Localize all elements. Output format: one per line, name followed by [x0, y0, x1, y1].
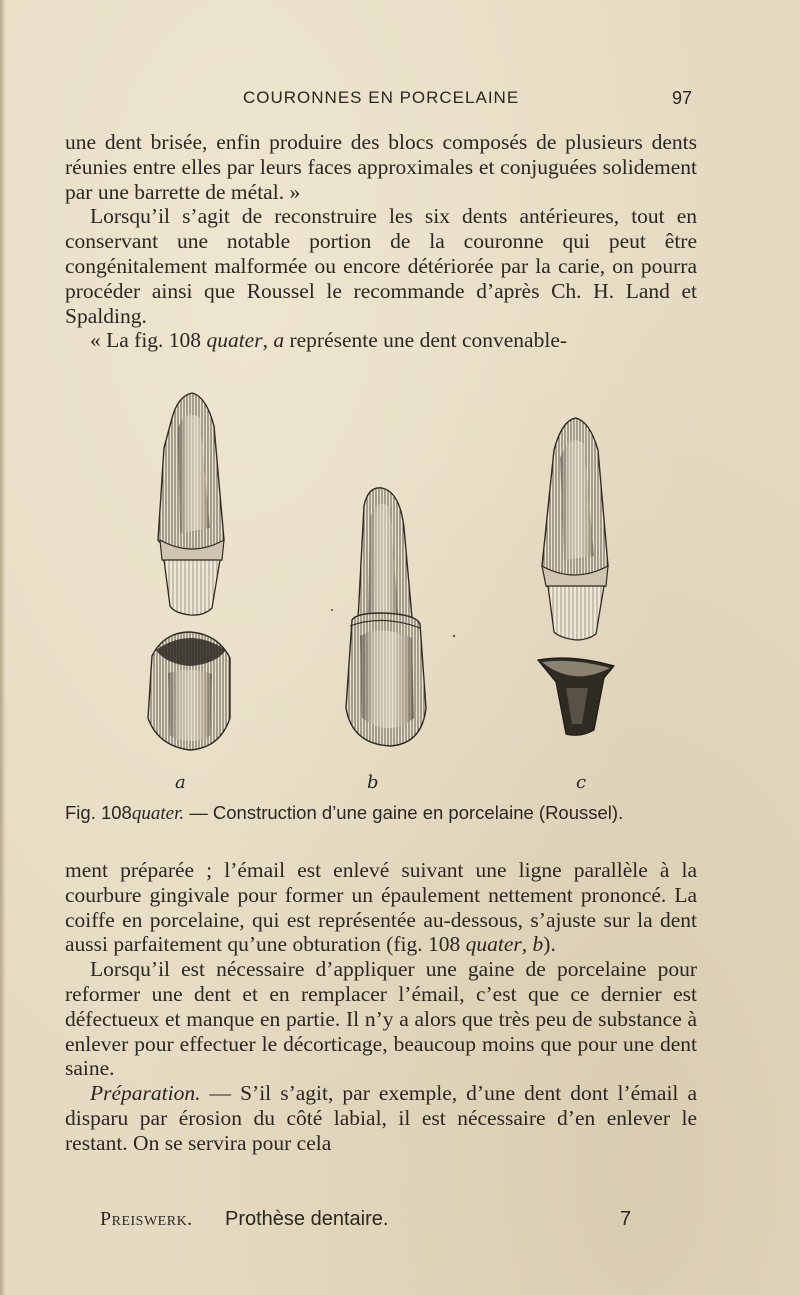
stray-dot-1: [453, 635, 455, 637]
figure-label-b: b: [367, 772, 379, 793]
page-edge-shadow: [0, 0, 6, 1295]
p4-quater: quater: [465, 932, 522, 957]
paragraph-6: [65, 1081, 697, 1155]
footer-book-title: Prothèse dentaire.: [225, 1208, 389, 1230]
paragraph-5: Lorsqu’il est nécessaire d’appliquer une gaine de porcelaine pour reformer une dent et en remplacer l’émail, c’est que ce dernier est défectueux et manque en partie. Il n’y a alors que très peu de substance à enlever pour effectuer le décorticage, beaucoup moins que pour une dent saine.: [65, 957, 697, 1081]
p4-comma: ,: [521, 932, 533, 957]
figure-label-a: a: [175, 772, 186, 793]
crown-a-jacket: [148, 632, 230, 750]
p3-rest: représente une dent convenable-: [284, 328, 568, 353]
caption-text: — Construction d’une gaine en porcelaine (Roussel).: [184, 802, 624, 823]
p3-a: a: [273, 328, 285, 353]
caption-quater: quater.: [131, 803, 185, 824]
paragraph-3: [65, 328, 697, 353]
footer-signature: 7: [620, 1208, 632, 1230]
running-head-title: COURONNES EN PORCELAINE: [243, 88, 520, 107]
text-block-top: [65, 130, 697, 353]
paragraph-2: Lorsqu’il s’agit de reconstruire les six dents antérieures, tout en conservant une notable portion de la couronne qui peut être congénitalement malformée ou encore détériorée par la carie, on pourra procéder ainsi que Roussel le recommande d’après Ch. H. Land et Spalding.: [65, 204, 697, 328]
figure-108-quater: [120, 388, 640, 758]
text-block-bottom: [65, 858, 697, 1156]
figure-caption: [65, 802, 705, 825]
stray-dot-2: [331, 609, 333, 611]
caption-prefix: Fig. 108: [65, 802, 132, 823]
paragraph-4: [65, 858, 697, 957]
p3-quater: quater: [206, 328, 263, 353]
p3-lead: « La fig. 108: [90, 328, 207, 353]
paragraph-1: une dent brisée, enfin produire des blocs composés de plusieurs dents réunies entre elles par leurs faces approximales et conjuguées solidement par une barrette de métal. »: [65, 130, 697, 204]
p4-end: ).: [543, 932, 556, 957]
p4-b: b: [532, 932, 544, 957]
page-number: 97: [672, 88, 693, 108]
figure-label-c: c: [576, 772, 587, 793]
crown-c-section: [538, 658, 614, 735]
p4-text: ment préparée ; l’émail est enlevé suivant une ligne parallèle à la courbure gingivale pour former un épaulement nettement prononcé. La coiffe en porcelaine, qui est représentée au-dessous, s’ajuste sur la dent aussi parfaitement qu’une obturation (fig. 108: [65, 858, 697, 957]
p3-comma: ,: [262, 328, 274, 353]
p6-text: — S’il s’agit, par exemple, d’une dent dont l’émail a disparu par érosion du côté labial, il est nécessaire d’en enlever le restant. On se servira pour cela: [65, 1081, 697, 1155]
tooth-a-prepared: [158, 393, 224, 615]
footer-author: Preiswerk.: [100, 1208, 193, 1230]
tooth-b-fitted: [346, 488, 426, 746]
page-footer: [0, 1208, 800, 1234]
running-head: [0, 88, 800, 112]
p6-heading: Préparation.: [90, 1081, 201, 1106]
tooth-c-prepared: [542, 418, 608, 640]
